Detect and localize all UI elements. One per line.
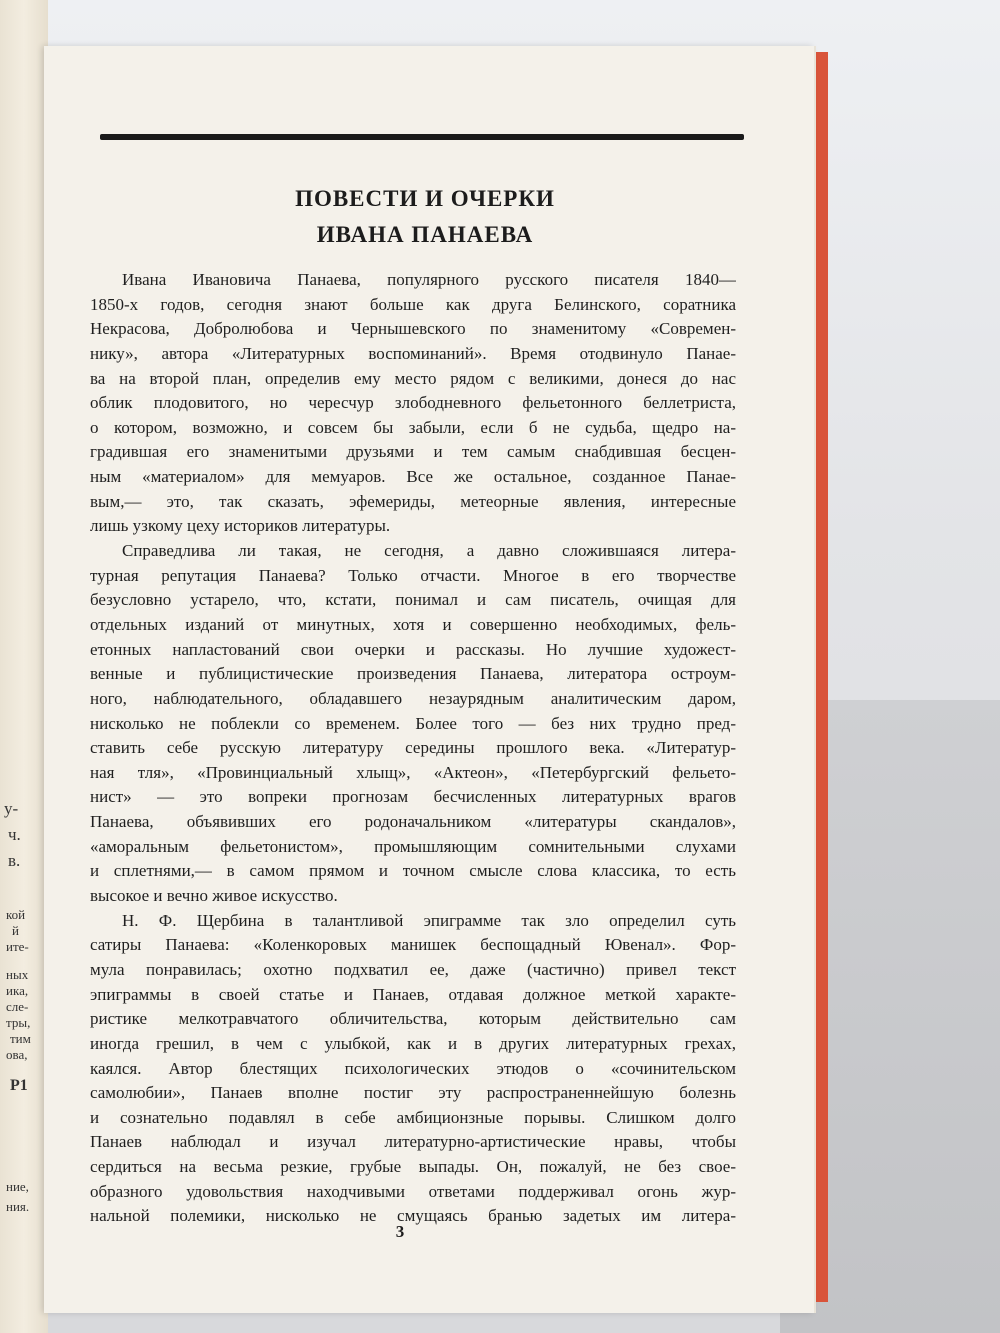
text-line: облик плодовитого, но чересчур злободневного фельетонного беллетриста, bbox=[90, 393, 736, 413]
text-line: ставить себе русскую литературу середины прошлого века. «Литератур- bbox=[90, 738, 736, 758]
left-fragment: ния. bbox=[6, 1199, 30, 1214]
left-fragment: ч. bbox=[8, 825, 21, 844]
left-fragment: тры, bbox=[6, 1015, 31, 1030]
text-line: Н. Ф. Щербина в талантливой эпиграмме так зло определил суть bbox=[122, 910, 736, 930]
text-line: и сознательно подавлял в себе амбиционзные порывы. Слишком долго bbox=[90, 1107, 736, 1127]
text-line: Панаева, объявивших его родоначальником «литературы скандалов», bbox=[90, 812, 736, 832]
header-rule bbox=[100, 134, 744, 140]
left-fragment: в. bbox=[8, 851, 21, 870]
text-line: о котором, возможно, и совсем бы забыли, если б не судьба, щедро на- bbox=[90, 417, 736, 437]
page-title-line-1: ПОВЕСТИ И ОЧЕРКИ bbox=[295, 186, 555, 211]
text-line: самолюбии», Панаев вполне постиг эту распространеннейшую болезнь bbox=[90, 1083, 736, 1103]
text-line: образного удовольствия находчивыми ответами поддерживал огонь жур- bbox=[90, 1181, 736, 1201]
left-fragment: тим bbox=[10, 1031, 31, 1046]
text-line: сатиры Панаева: «Коленкоровых манишек беспощадный Ювенал». Фор- bbox=[90, 935, 736, 955]
text-line: высокое и вечно живое искусство. bbox=[90, 886, 338, 906]
text-line: Ивана Ивановича Панаева, популярного русского писателя 1840— bbox=[122, 270, 736, 289]
left-fragment: ите- bbox=[6, 939, 29, 954]
text-line: отдельных изданий от минутных, хотя и совершенно необходимых, фель- bbox=[90, 614, 736, 634]
text-line: иногда грешил, в чем с улыбкой, как и в других литературных грехах, bbox=[90, 1033, 736, 1053]
text-line: Справедлива ли такая, не сегодня, а давно сложившаяся литера- bbox=[122, 541, 736, 561]
text-line: «аморальным фельетонистом», промышляющим сомнительными слухами bbox=[90, 836, 736, 856]
text-line: 1850-х годов, сегодня знают больше как друга Белинского, соратника bbox=[90, 294, 736, 314]
body-text bbox=[90, 268, 736, 1229]
left-fragment: ние, bbox=[6, 1179, 29, 1194]
text-line: градившая его знаменитыми друзьями и тем самым снабдившая бесцен- bbox=[90, 442, 736, 462]
text-line: ным «материалом» для мемуаров. Все же остальное, созданное Панае- bbox=[90, 467, 736, 487]
page-title-line-2: ИВАНА ПАНАЕВА bbox=[316, 222, 534, 247]
left-fragment: й bbox=[12, 923, 19, 938]
text-line: етонных напластований свои очерки и рассказы. Но лучшие художест- bbox=[90, 639, 736, 659]
left-fragment: ова, bbox=[6, 1047, 28, 1062]
text-line: Панаев наблюдал и изучал литературно-артистические нравы, чтобы bbox=[90, 1132, 736, 1152]
text-line: лишь узкому цеху историков литературы. bbox=[90, 516, 391, 536]
text-line: и сплетнями,— в самом прямом и точном смысле слова классика, то есть bbox=[90, 861, 736, 881]
text-line: ристике мелкотравчатого обличительства, которым действительно сам bbox=[90, 1009, 736, 1029]
text-line: безусловно устарело, что, кстати, понимал и сам писатель, очищая для bbox=[90, 590, 736, 610]
left-fragment: кой bbox=[6, 907, 26, 922]
text-line: мула понравилась; охотно подхватил ее, даже (частично) привел текст bbox=[90, 959, 736, 979]
text-line: эпиграммы в своей статье и Панаев, отдавая должное меткой характе- bbox=[90, 984, 736, 1004]
text-line: венные и публицистические произведения Панаева, литератора остроум- bbox=[90, 664, 736, 684]
text-line: ная тля», «Провинциальный хлыщ», «Актеон», «Петербургский фельето- bbox=[90, 762, 736, 782]
text-line: ного, наблюдательного, обладавшего незаурядным аналитическим даром, bbox=[90, 688, 736, 708]
text-line: нисколько не поблекли со временем. Более того — без них трудно пред- bbox=[90, 713, 736, 733]
text-line: вым,— это, так сказать, эфемериды, метеорные явления, интересные bbox=[90, 491, 736, 511]
left-page-edge bbox=[0, 0, 48, 1333]
text-line: нальной полемики, нисколько не смущаясь бранью задетых им литера- bbox=[90, 1206, 736, 1226]
text-line: нист» — это вопреки прогнозам бесчисленных литературных врагов bbox=[90, 787, 736, 807]
left-fragment: ика, bbox=[6, 983, 29, 998]
text-line: нику», автора «Литературных воспоминаний». Время отодвинуло Панае- bbox=[90, 343, 736, 363]
page-number: 3 bbox=[395, 1222, 405, 1241]
text-line: Некрасова, Добролюбова и Чернышевского по знаменитому «Современ- bbox=[90, 319, 736, 339]
text-line: ва на второй план, определив ему место рядом с великими, донеся до нас bbox=[90, 368, 736, 388]
left-fragment: у- bbox=[4, 799, 19, 818]
text-line: турная репутация Панаева? Только отчасти. Многое в его творчестве bbox=[90, 565, 736, 585]
left-fragment: сле- bbox=[6, 999, 29, 1014]
text-line: сердиться на весьма резкие, грубые выпады. Он, пожалуй, не без свое- bbox=[90, 1157, 736, 1177]
left-fragment: ных bbox=[6, 967, 29, 982]
text-line: каялся. Автор блестящих психологических этюдов о «сочинительском bbox=[90, 1058, 736, 1078]
left-fragment: Р1 bbox=[10, 1077, 28, 1094]
